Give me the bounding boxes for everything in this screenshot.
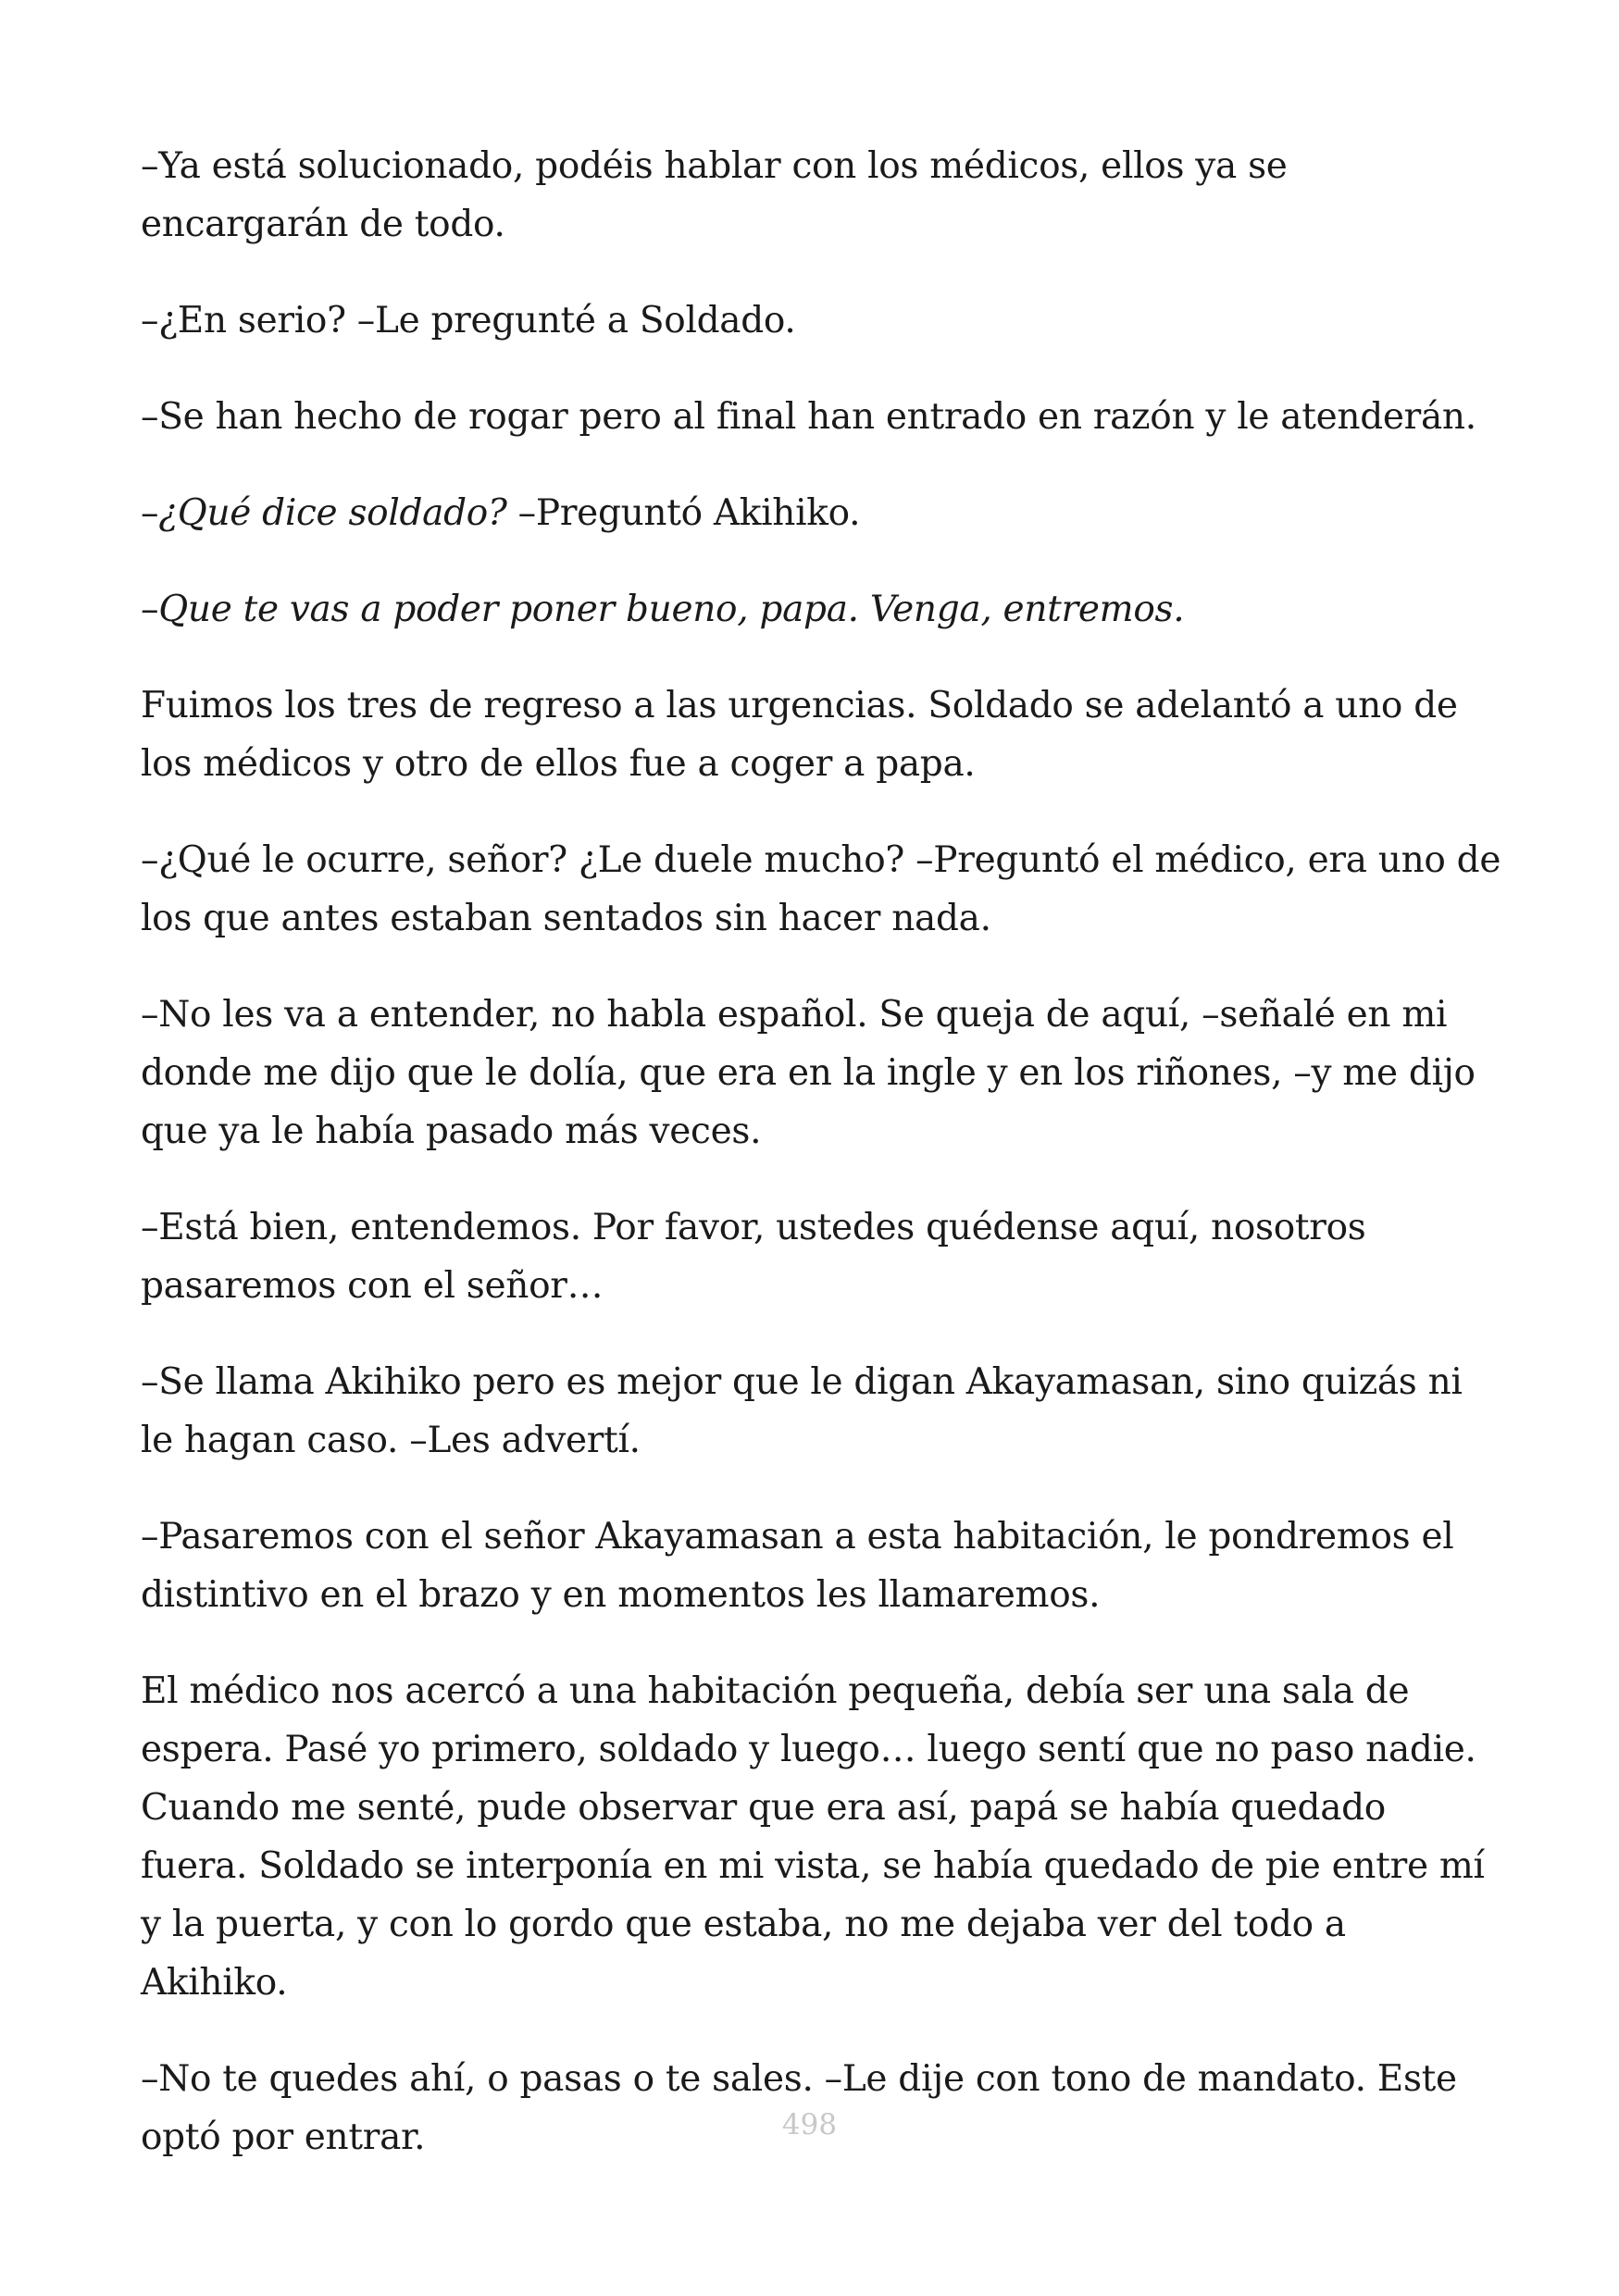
paragraph-6 xyxy=(141,676,1501,793)
paragraph-11 xyxy=(141,1508,1501,1624)
paragraph-text: –Pasaremos con el señor Akayamasan a esta habitación, le pondremos el distintivo en el brazo y en momentos les llamaremos. xyxy=(141,1516,1454,1616)
paragraph-text: –Se llama Akihiko pero es mejor que le digan Akayamasan, sino quizás ni le hagan caso. –Les advertí. xyxy=(141,1361,1463,1461)
paragraph-2 xyxy=(141,292,1501,350)
paragraph-text: –Ya está solucionado, podéis hablar con los médicos, ellos ya se encargarán de todo. xyxy=(141,145,1288,245)
paragraph-text: –¿En serio? –Le pregunté a Soldado. xyxy=(141,300,796,341)
paragraph-1 xyxy=(141,137,1501,254)
paragraph-text: –¿Qué le ocurre, señor? ¿Le duele mucho? –Preguntó el médico, era uno de los que antes estaban sentados sin hacer nada. xyxy=(141,839,1501,939)
paragraph-3 xyxy=(141,388,1501,446)
paragraph-12 xyxy=(141,1662,1501,2012)
paragraph-7 xyxy=(141,831,1501,948)
paragraph-text: El médico nos acercó a una habitación pequeña, debía ser una sala de espera. Pasé yo primero, soldado y luego… luego sentí que no paso nadie. Cuando me senté, pude observar que era así, papá se había quedado fuera. Soldado se interponía en mi vista, se había quedado de pie entre mí y la puerta, y con lo gordo que estaba, no me dejaba ver del todo a Akihiko. xyxy=(141,1670,1485,2004)
paragraph-8 xyxy=(141,986,1501,1160)
paragraph-dash: – xyxy=(141,589,159,630)
paragraph-text: Fuimos los tres de regreso a las urgencias. Soldado se adelantó a uno de los médicos y otro de ellos fue a coger a papa. xyxy=(141,685,1458,785)
paragraph-dash: – xyxy=(141,492,159,534)
paragraph-text: –No te quedes ahí, o pasas o te sales. –Le dije con tono de mandato. Este optó por entrar. xyxy=(141,2058,1457,2158)
italic-dialogue: ¿Qué dice soldado? xyxy=(158,492,507,534)
paragraph-10 xyxy=(141,1353,1501,1470)
body-text xyxy=(141,137,1501,2204)
paragraph-4 xyxy=(141,484,1501,542)
paragraph-text: –Está bien, entendemos. Por favor, ustedes quédense aquí, nosotros pasaremos con el señor… xyxy=(141,1207,1366,1307)
paragraph-text: –Preguntó Akihiko. xyxy=(506,492,861,534)
italic-dialogue: Que te vas a poder poner bueno, papa. Venga, entremos. xyxy=(158,589,1185,630)
paragraph-text: –No les va a entender, no habla español. Se queja de aquí, –señalé en mi donde me dijo que le dolía, que era en la ingle y en los riñones, –y me dijo que ya le había pasado más veces. xyxy=(141,994,1476,1152)
page-number: 498 xyxy=(781,2108,838,2141)
paragraph-text: –Se han hecho de rogar pero al final han entrado en razón y le atenderán. xyxy=(141,396,1476,438)
paragraph-9 xyxy=(141,1198,1501,1315)
paragraph-5 xyxy=(141,580,1501,639)
